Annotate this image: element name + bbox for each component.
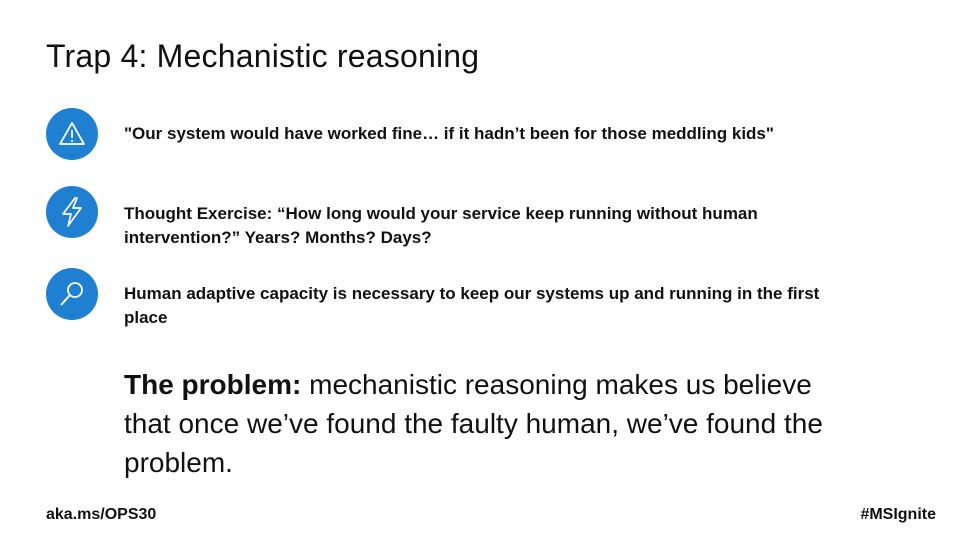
- bullet-text-emphasis: necessary: [351, 284, 435, 303]
- bullet-text: Thought Exercise: “How long would your service keep running without human intervention?” Years? Months? Days?: [124, 204, 758, 247]
- problem-lead: The problem:: [124, 369, 302, 400]
- footer-hashtag: #MSIgnite: [860, 506, 936, 523]
- problem-statement: [124, 365, 844, 482]
- bullet-text: "Our system would have worked fine… if it hadn’t been for those meddling kids": [124, 124, 774, 143]
- bullet-text-after: to keep our systems up and running in the first place: [124, 284, 820, 327]
- bullet-text-before: Human adaptive capacity is: [124, 284, 352, 303]
- bullet-text: [124, 282, 864, 330]
- search-icon: [46, 268, 98, 320]
- lightning-icon: [46, 186, 98, 238]
- slide-title: Trap 4: Mechanistic reasoning: [46, 38, 480, 74]
- warning-icon: [46, 108, 98, 160]
- problem-body: mechanistic reasoning makes us believe that once we’ve found the faulty human, we’ve found the problem.: [124, 369, 823, 478]
- footer-link[interactable]: aka.ms/OPS30: [46, 506, 157, 523]
